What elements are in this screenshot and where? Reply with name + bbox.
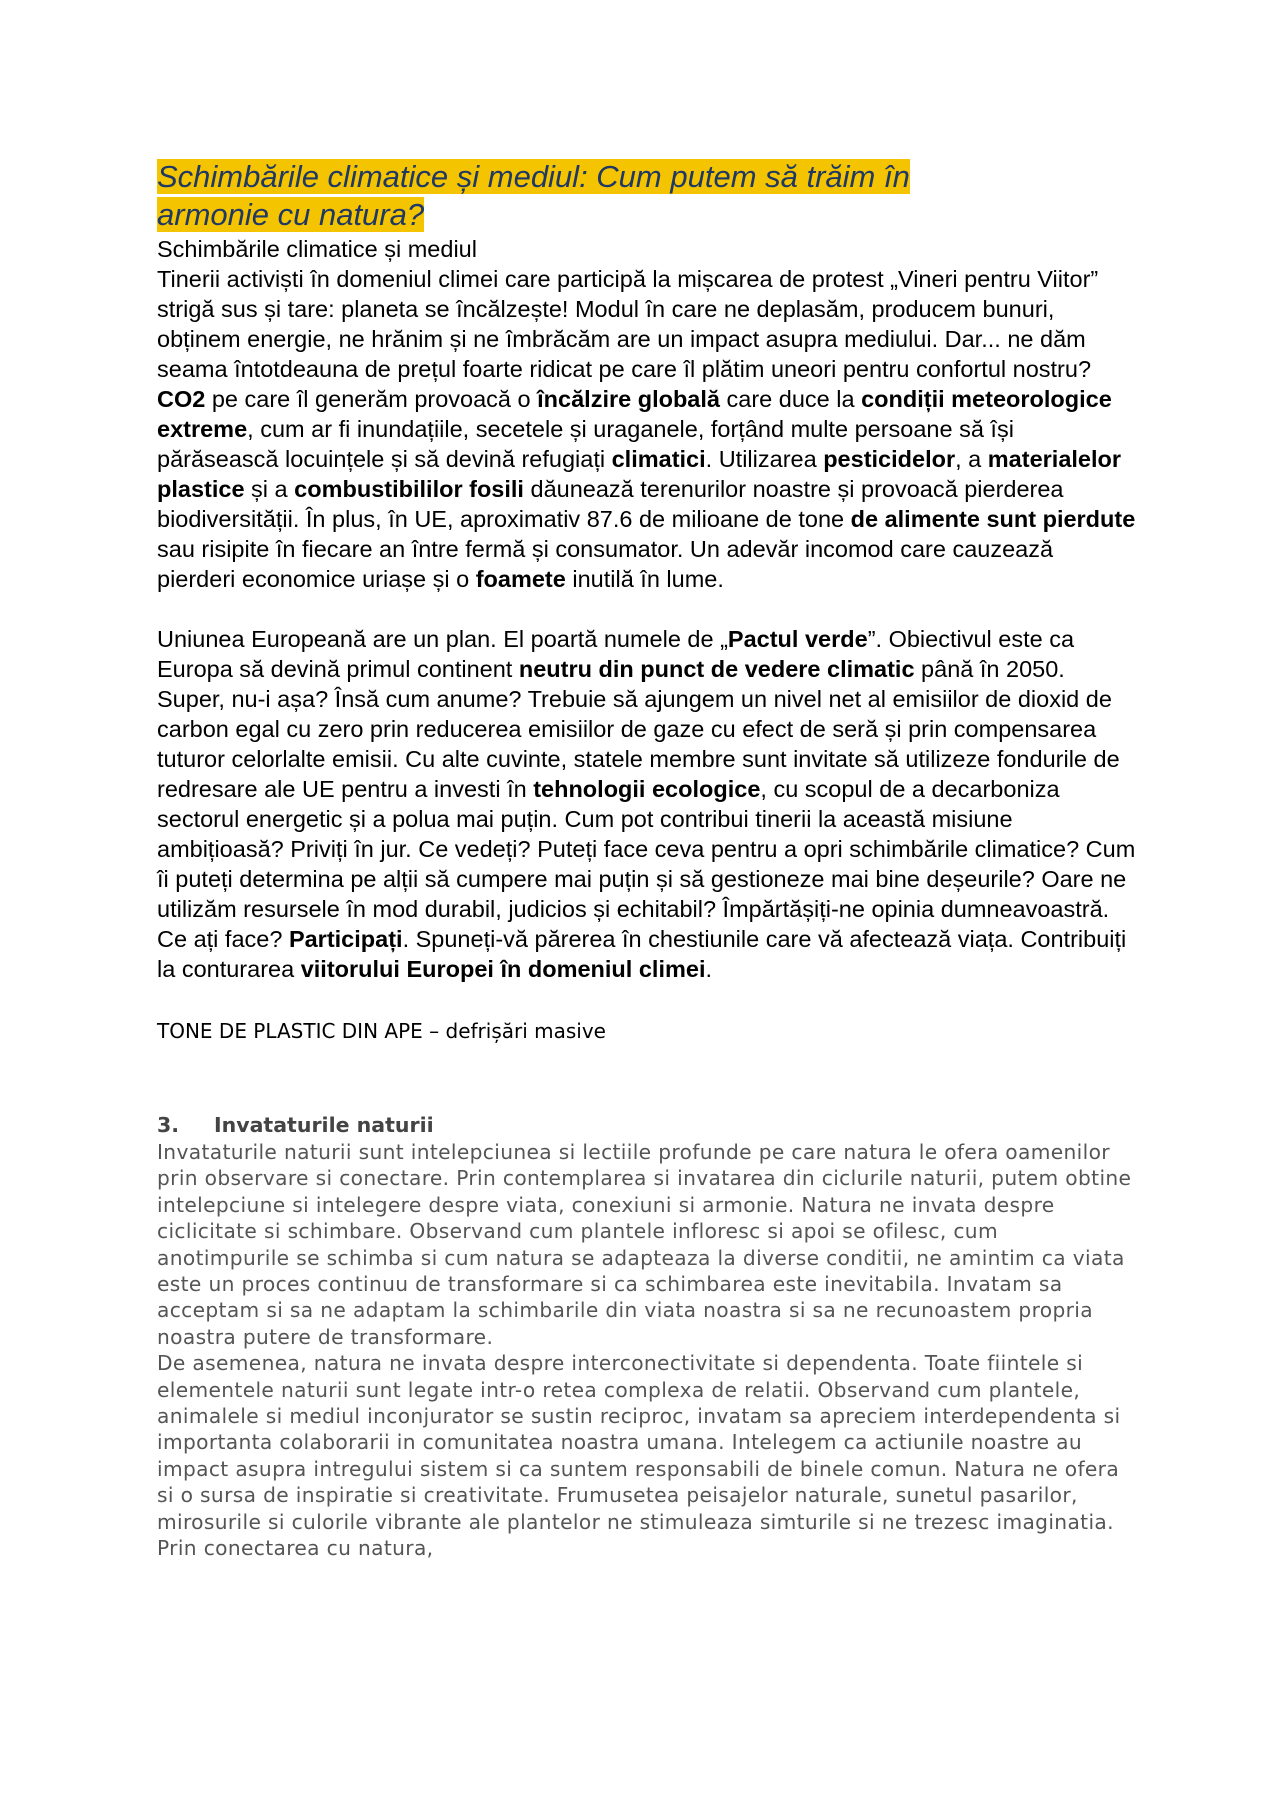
bold-phrase: CO2 [157,386,206,412]
text-run: care duce la [719,386,862,412]
bold-phrase: condiții meteorologice extreme [157,386,1112,442]
text-run: inutilă în lume. [565,566,724,592]
text-run: . Spuneți-vă părerea în chestiunile care vă afectează viața. Contribuiți la conturarea [157,926,1127,982]
bold-phrase: încălzire globală [537,386,720,412]
text-run: și a [244,476,295,502]
document-content [157,158,1137,1562]
text-run: până în 2050. Super, nu-i așa? Însă cum anume? Trebuie să ajungem un nivel net al emisiilor de dioxid de carbon egal cu zero prin reducerea emisiilor de gaze cu efect de seră și prin compensarea tuturor celorlalte emisii. Cu alte cuvinte, statele membre sunt invitate să utilizeze fondurile de redresare ale UE pentru a investi în [157,656,1120,802]
text-run: . [705,956,713,982]
bold-phrase: tehnologii ecologice [533,776,761,802]
section-number: 3. [157,1113,180,1137]
text-run: , cu scopul de a decarboniza sectorul energetic și a polua mai puțin. Cum pot contribui tinerii la această misiune ambițioasă? Priviți în jur. Ce vedeți? Puteți face ceva pentru a opri schimbările climatice? Cum îi puteți determina pe alții să cumpere mai puțin și să gestioneze mai bine deșeurile? Oare ne utilizăm resursele în mod durabil, judicios și echitabil? Împărtășiți-ne opinia dumneavoastră. Ce ați face? [157,776,1136,952]
title-block [157,158,1017,234]
section-title: Invataturile naturii [214,1113,434,1137]
text-run: Uniunea Europeană are un plan. El poartă numele de „ [157,626,728,652]
bold-phrase: Participați [288,926,403,952]
section-paragraph-1: Invataturile naturii sunt intelepciunea si lectiile profunde pe care natura le ofera oamenilor prin observare si conectare. Prin contemplarea si invatarea din ciclurile naturii, putem obtine intelepciune si intelegere despre viata, conexiuni si armonie. Natura ne invata despre ciclicitate si schimbare. Observand cum plantele infloresc si apoi se ofilesc, cum anotimpurile se schimba si cum natura se adapteaza la diverse conditii, ne amintim ca viata este un proces continuu de transformare si ca schimbarea este inevitabila. Invatam sa acceptam si sa ne adaptam la schimbarile din viata noastra si sa ne recunoastem propria noastra putere de transformare. [157,1140,1132,1349]
paragraph-gap [157,594,1137,624]
paragraph-climate-intro [157,264,1137,594]
paragraph-green-deal [157,624,1137,984]
text-run: . Utilizarea [705,446,824,472]
bold-phrase: materialelor plastice [157,446,1122,502]
document-title: Schimbările climatice și mediul: Cum putem să trăim în armonie cu natura? [157,159,910,232]
plastic-note: TONE DE PLASTIC DIN APE – defrișări masive [157,1019,606,1043]
subtitle: Schimbările climatice și mediul [157,236,477,262]
bold-phrase: viitorului Europei în domeniul climei [300,956,706,982]
bold-phrase: Pactul verde [727,626,868,652]
text-run: sau risipite în fiecare an între fermă și consumator. Un adevăr incomod care cauzează pierderi economice uriașe și o [157,536,1054,592]
text-run: pe care îl generăm provoacă o [205,386,538,412]
bold-phrase: neutru din punct de vedere climatic [518,656,915,682]
text-run: , cum ar fi inundațiile, secetele și uraganele, forțând multe persoane să își părăsească locuințele și să devină refugiați [157,416,1014,472]
bold-phrase: de alimente sunt pierdute [850,506,1136,532]
text-run: ”. Obiectivul este ca Europa să devină primul continent [157,626,1075,682]
bold-phrase: foamete [475,566,566,592]
section-heading [157,1112,1137,1139]
section-paragraph-2: De asemenea, natura ne invata despre interconectivitate si dependenta. Toate fiintele si elementele naturii sunt legate intr-o retea complexa de relatii. Observand cum plantele, animalele si mediul inconjurator se sustin reciproc, invatam sa apreciem interdependenta si importanta colaborarii in comunitatea noastra umana. Intelegem ca actiunile noastre au impact asupra intregului sistem si ca suntem responsabili de binele comun. Natura ne ofera si o sursa de inspiratie si creativitate. Frumusetea peisajelor naturale, sunetul pasarilor, mirosurile si culorile vibrante ale plantelor ne stimuleaza simturile si ne trezesc imaginatia. Prin conectarea cu natura, [157,1351,1121,1561]
bold-phrase: climatici [611,446,706,472]
text-run: dăunează terenurilor noastre și provoacă pierderea biodiversității. În plus, în UE, aproximativ 87.6 de milioane de tone [157,476,1064,532]
text-run: Tinerii activiști în domeniul climei care participă la mișcarea de protest „Vineri pentru Viitor” strigă sus și tare: planeta se încălzește! Modul în care ne deplasăm, producem bunuri, obținem energie, ne hrănim și ne îmbrăcăm are un impact asupra mediului. Dar... ne dăm seama întotdeauna de prețul foarte ridicat pe care îl plătim uneori pentru confortul nostru? [157,266,1099,382]
bold-phrase: pesticidelor [823,446,956,472]
bold-phrase: combustibililor fosili [294,476,524,502]
text-run: , a [955,446,988,472]
